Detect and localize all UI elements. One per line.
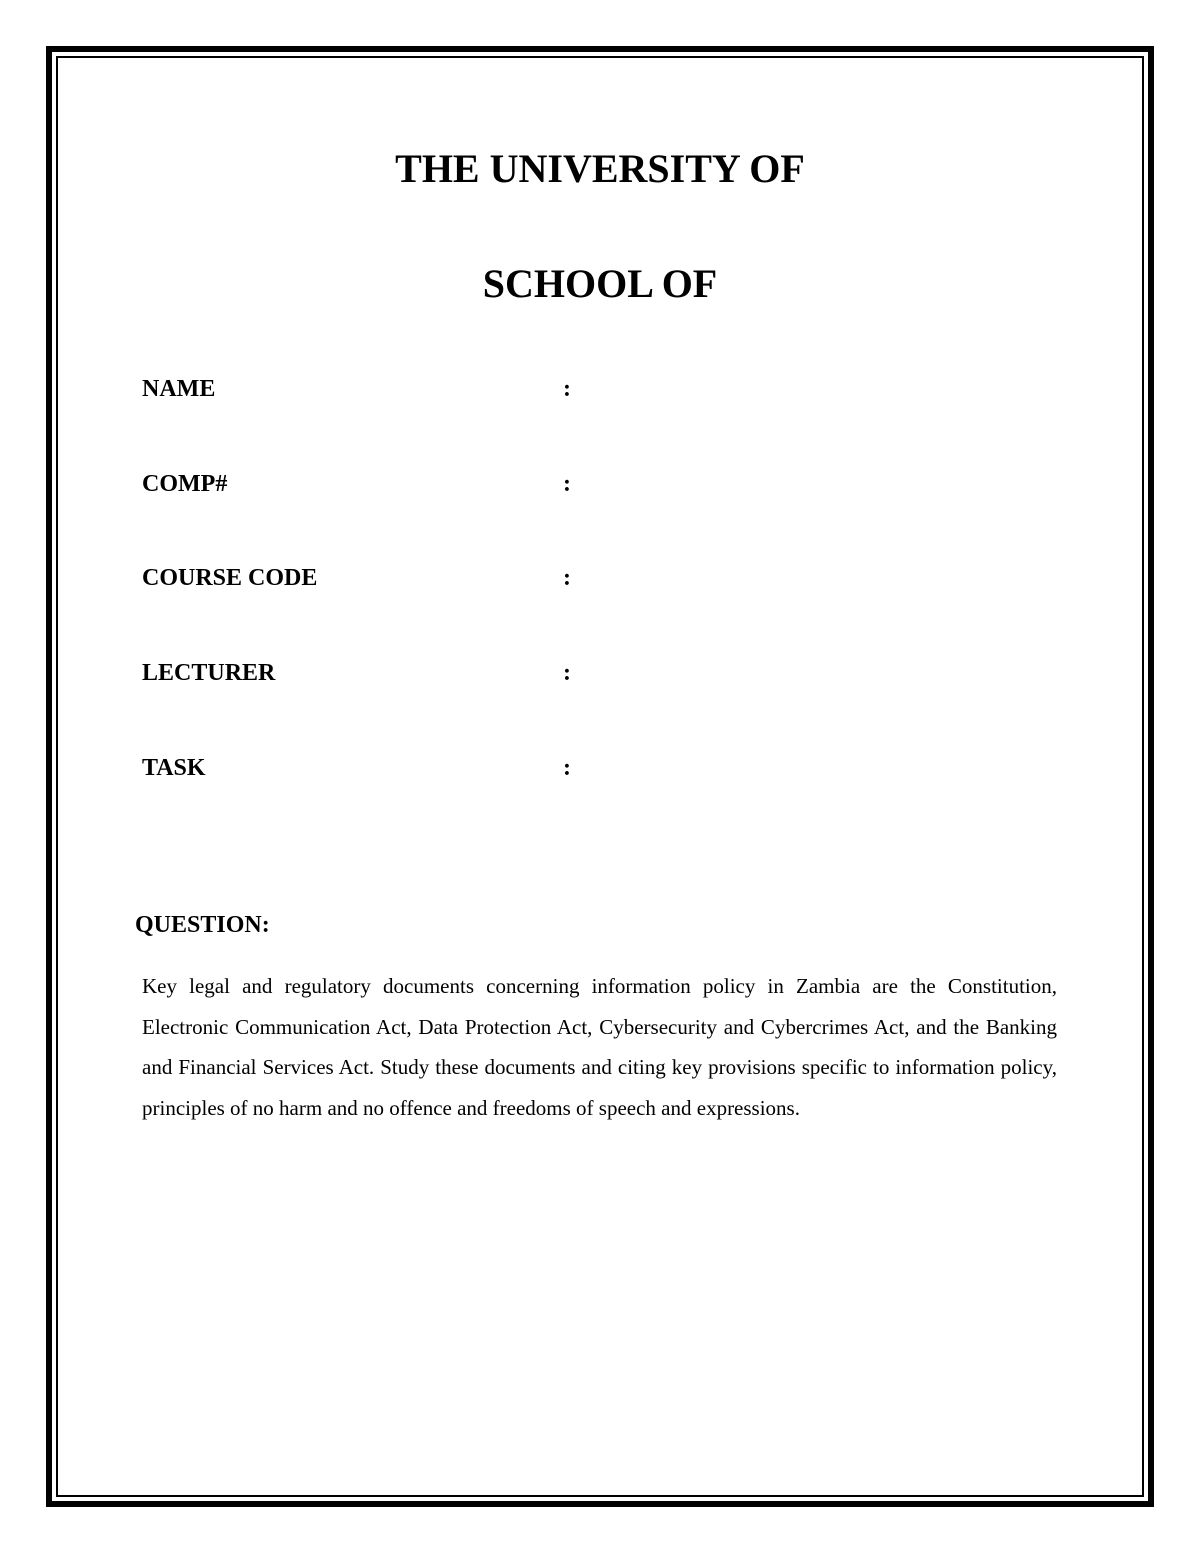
- field-label-task: TASK: [142, 755, 206, 781]
- field-row-lecturer: [142, 657, 842, 689]
- question-body: Key legal and regulatory documents concerning information policy in Zambia are the Constitution, Electronic Communication Act, Data Protection Act, Cybersecurity and Cybercrimes Act, and the Banking and Financial Services Act. Study these documents and citing key provisions specific to information policy, principles of no harm and no offence and freedoms of speech and expressions.: [142, 974, 1057, 1120]
- field-colon-comp: :: [563, 471, 571, 497]
- university-title: THE UNIVERSITY OF: [395, 146, 805, 191]
- field-row-name: [142, 373, 842, 405]
- field-colon-lecturer: :: [563, 660, 571, 686]
- field-label-course-code: COURSE CODE: [142, 565, 318, 591]
- field-label-lecturer: LECTURER: [142, 660, 276, 686]
- field-colon-course-code: :: [563, 565, 571, 591]
- question-heading: QUESTION:: [135, 912, 270, 938]
- field-row-comp: [142, 468, 842, 500]
- field-row-course-code: [142, 562, 842, 594]
- field-label-name: NAME: [142, 376, 216, 402]
- field-row-task: [142, 752, 842, 784]
- school-title: SCHOOL OF: [482, 261, 718, 306]
- field-colon-name: :: [563, 376, 571, 402]
- field-colon-task: :: [563, 755, 571, 781]
- field-label-comp: COMP#: [142, 471, 228, 497]
